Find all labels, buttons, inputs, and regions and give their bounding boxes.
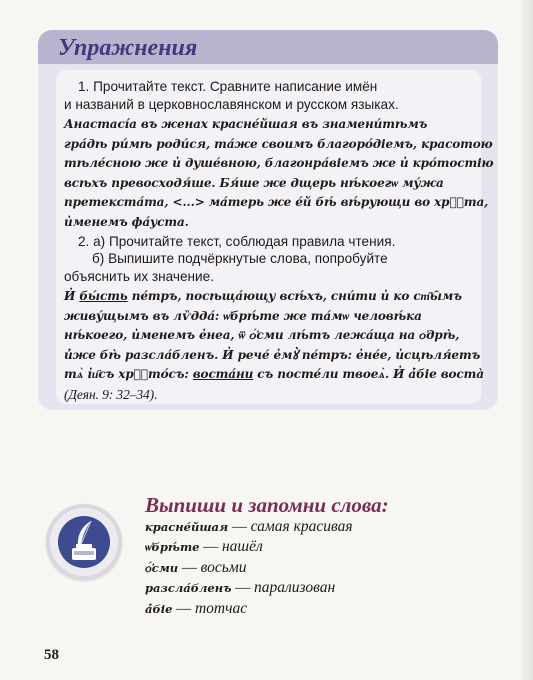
bible-reference: (Деян. 9: 32–34).: [64, 387, 158, 403]
vocab-term: разсла́бленъ: [145, 581, 232, 596]
vocab-item: [145, 599, 353, 619]
vocab-definition: парализован: [254, 579, 336, 597]
slavonic-fragment: съ посте́ли твоеѧ̀. И̓ а̓́біе воста̀: [253, 367, 484, 382]
slavonic-line: претекста́та, <...> ма́терь же е́й бѣ́ вѣ́рующи во хрⷭ҇та,: [64, 195, 489, 210]
slavonic-line: тѣле́сною же и̓ душе́вною, благонра́віемъ же и̓ кро́тостію: [64, 156, 494, 171]
slavonic-line: гра́дѣ ри́мѣ роди́ся, та́же своимъ благоро́діемъ, красотою: [64, 136, 493, 151]
slavonic-line: и̓́же бѣ̀ разсла́бленъ. И̓ рече́ е̓мꙋ̀ пе́тръ: е̓не́е, и̓сцѣля́етъ: [64, 347, 481, 362]
task2a: 2. а) Прочитайте текст, соблюдая правила чтения.: [78, 233, 396, 249]
slavonic-line: Анастасі́а въ женах красне́йшая въ знамени́тѣмъ: [64, 117, 428, 131]
slavonic-line: всѣхъ превосходя́ше. Бя́ше же дщерь нѣ́коегѡ му́жа: [64, 175, 444, 190]
page-number: 58: [44, 647, 59, 663]
vocab-item: [145, 537, 353, 557]
vocab-definition: нашёл: [221, 538, 263, 556]
vocab-term: ѻ̓́сми: [145, 560, 179, 575]
vocab-term: красне́йшая: [145, 520, 229, 534]
vocab-dash: —: [231, 580, 254, 597]
vocab-term: ѡ̓брѣ́те: [145, 540, 200, 555]
quill-inkwell-icon: [46, 504, 122, 580]
vocab-dash: —: [172, 600, 195, 617]
slavonic-line: [64, 287, 475, 307]
task1-line2: и названий в церковнославянском и русском языках.: [64, 96, 399, 112]
exercise-header: [38, 30, 498, 64]
slavonic-line: [64, 365, 484, 385]
quill-inkwell-glyph: [58, 516, 110, 568]
vocab-term: а̓́біе: [145, 601, 173, 616]
page-edge: [521, 0, 533, 680]
exercise-body: [56, 70, 494, 404]
vocab-item: [145, 578, 353, 598]
vocab-definition: самая красивая: [250, 518, 353, 535]
slavonic-text-1: [64, 115, 494, 233]
task2b-line2: объяснить их значение.: [64, 268, 214, 284]
task1-line1: 1. Прочитайте текст. Сравните написание имён: [78, 79, 378, 94]
slavonic-line: [64, 385, 475, 406]
slavonic-line: живу́щымъ въ лѷдда́: ѡ̓брѣ́те же та́мѡ человѣ́ка: [64, 308, 422, 323]
vocab-definition: восьми: [200, 558, 247, 576]
vocab-dash: —: [199, 539, 222, 556]
vocab-item: [145, 558, 353, 578]
vocab-dash: —: [228, 519, 251, 535]
vocab-dash: —: [178, 559, 201, 576]
vocab-list: [145, 517, 353, 619]
exercise-panel: [38, 30, 498, 410]
vocab-definition: тотчас: [194, 599, 248, 617]
underlined-word: воста́ни: [192, 367, 254, 382]
slavonic-fragment: пе́тръ, посѣща́ющу всѣ́хъ, сни́ти и̓ ко ст҃ы̑мъ: [127, 289, 462, 304]
underlined-word: бы́сть: [79, 289, 128, 304]
slavonic-line: нѣ́коего, и̓менемъ е̓неа, ѿ ѻ̓́сми лѣ́тъ лежа́ща на ѻ̓дрѣ̀,: [64, 328, 460, 343]
vocab-title: Выпиши и запомни слова:: [145, 493, 389, 517]
task2b-line1: б) Выпишите подчёркнутые слова, попробуйте: [92, 251, 388, 267]
icon-background: [58, 516, 110, 568]
slavonic-fragment: тѧ̀ і̓и҃съ хрⷭ҇то́съ:: [64, 367, 193, 382]
slavonic-text-2: [64, 287, 484, 406]
slavonic-line: и̓менемъ фа́уста.: [64, 214, 189, 229]
slavonic-fragment: И̓: [64, 289, 80, 304]
exercise-title: Упражнения: [58, 35, 198, 61]
vocab-item: [145, 517, 353, 537]
